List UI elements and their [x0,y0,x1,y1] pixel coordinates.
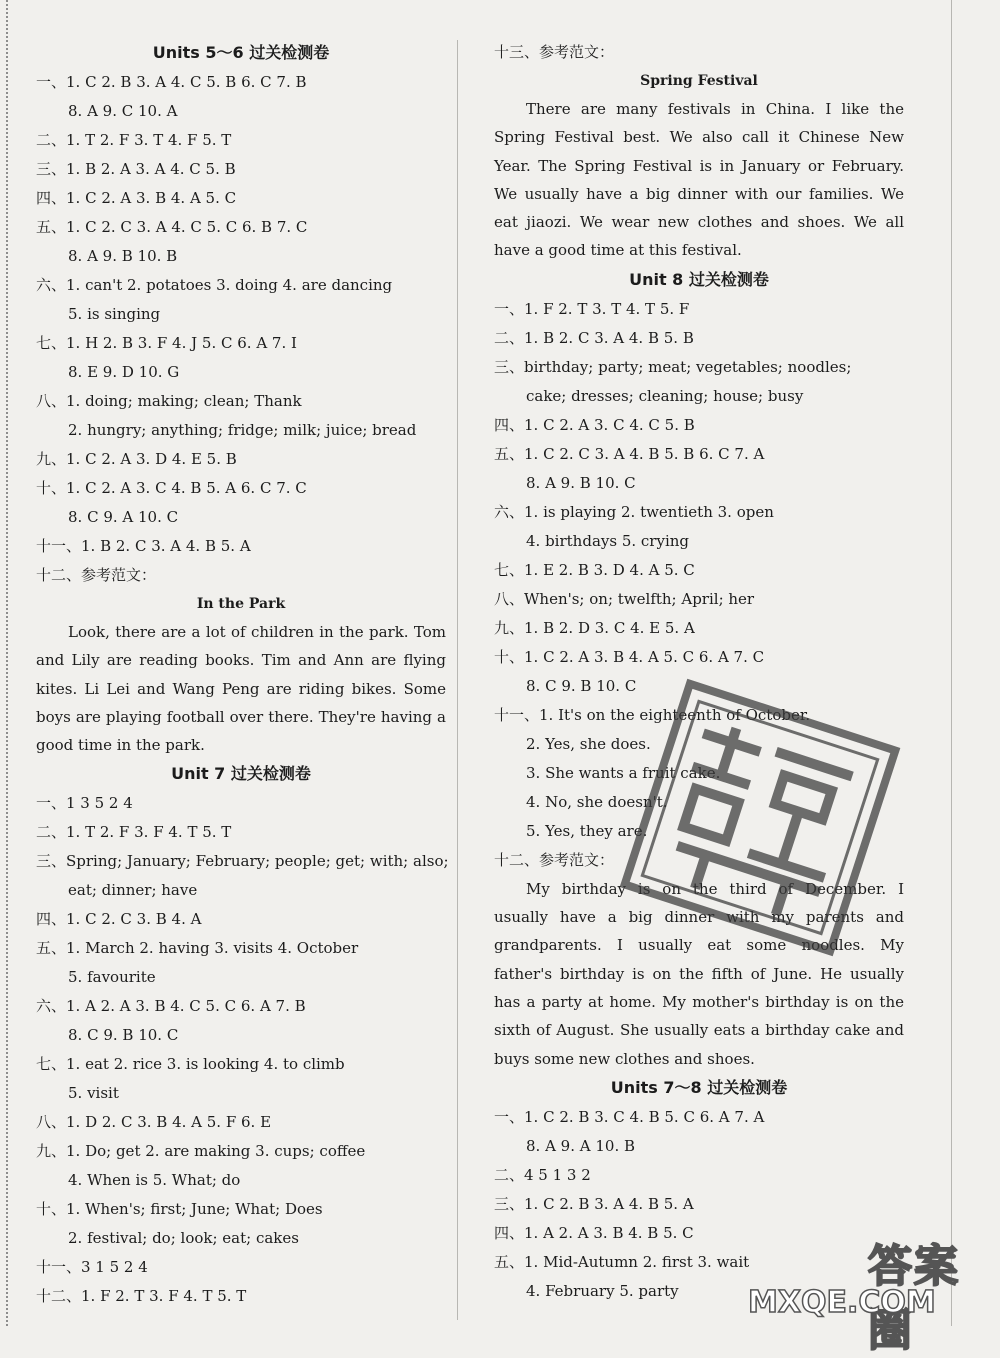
answer-line: 七、1. E 2. B 3. D 4. A 5. C [494,560,695,579]
answer-line: 三、birthday; party; meat; vegetables; noodles; [494,357,852,376]
answer-line: 二、1. T 2. F 3. T 4. F 5. T [36,131,232,149]
answer-line: 8. A 9. C 10. A [68,102,178,120]
model-essay-park: Look, there are a lot of children in the park. Tom and Lily are reading books. Tim and Ann are flying kites. Li Lei and Wang Peng are riding bikes. Some boys are playing football over there. They're having a good time in the park. [36,623,446,755]
answer-line: 十一、1. B 2. C 3. A 4. B 5. A [36,537,251,555]
answer-line: 4. birthdays 5. crying [526,531,690,550]
section-title: Unit 8 过关检测卷 [629,269,769,289]
binding-edge [6,0,10,1326]
section-title: Units 7～8 过关检测卷 [610,1077,788,1097]
answer-line: 五、1. March 2. having 3. visits 4. October [36,939,359,958]
answer-line: 十一、1. It's on the eighteenth of October. [494,705,811,724]
answer-line: 5. visit [68,1084,119,1103]
answer-list-units-5-6 [36,68,446,590]
answer-line: 2. Yes, she does. [526,734,651,753]
answer-line: 4. When is 5. What; do [68,1171,241,1190]
answer-line: 二、1. T 2. F 3. F 4. T 5. T [36,823,232,842]
answer-line: 八、When's; on; twelfth; April; her [494,589,755,608]
answer-line: 九、1. B 2. D 3. C 4. E 5. A [494,618,695,637]
answer-line: 8. E 9. D 10. G [68,363,180,381]
answer-line: 一、1. C 2. B 3. A 4. C 5. B 6. C 7. B [36,73,307,91]
answer-line: 3. She wants a fruit cake. [526,763,721,782]
essay-title: Spring Festival [640,73,758,89]
answer-line: 十、1. When's; first; June; What; Does [36,1200,323,1219]
answer-line: 五、1. C 2. C 3. A 4. B 5. B 6. C 7. A [494,444,765,463]
answer-line: 七、1. H 2. B 3. F 4. J 5. C 6. A 7. I [36,334,297,352]
answer-line: 十二、参考范文： [36,566,157,584]
answer-line: 4. February 5. party [526,1281,679,1300]
section-title: Unit 7 过关检测卷 [171,764,311,784]
left-column [36,38,449,1311]
answer-line: 十二、参考范文： [494,850,615,869]
answer-line: 六、1. is playing 2. twentieth 3. open [494,502,774,521]
site-watermark [748,1230,986,1356]
answer-line: 一、1. C 2. B 3. C 4. B 5. C 6. A 7. A [494,1107,765,1126]
right-column [494,38,904,1306]
essay-title: In the Park [196,596,286,612]
answer-line: 三、Spring; January; February; people; get; with; also; [36,852,449,871]
answer-line: 2. festival; do; look; eat; cakes [68,1229,299,1248]
answer-line: 五、1. C 2. C 3. A 4. C 5. C 6. B 7. C [36,218,308,236]
answer-line: 5. Yes, they are. [526,821,648,840]
answer-line: 十、1. C 2. A 3. B 4. A 5. C 6. A 7. C [494,647,765,666]
answer-line: eat; dinner; have [68,881,198,900]
section-title: Units 5～6 过关检测卷 [152,43,330,62]
answer-line: 四、1. A 2. A 3. B 4. B 5. C [494,1223,694,1242]
answer-line: 六、1. A 2. A 3. B 4. C 5. C 6. A 7. B [36,997,306,1016]
answer-line: 九、1. C 2. A 3. D 4. E 5. B [36,450,237,468]
answer-line: 四、1. C 2. A 3. C 4. C 5. B [494,415,695,434]
answer-line: 2. hungry; anything; fridge; milk; juice; bread [68,421,417,439]
answer-line: 8. A 9. A 10. B [526,1136,636,1155]
answer-line: 8. C 9. A 10. C [68,508,179,526]
answer-line: 8. C 9. B 10. C [526,676,637,695]
answer-line: 六、1. can't 2. potatoes 3. doing 4. are dancing [36,276,393,294]
page-right-edge [951,0,952,1326]
essay-intro: 十三、参考范文： [494,43,615,61]
answer-line: 5. favourite [68,968,156,987]
answer-list-unit-7 [36,789,449,1311]
watermark-logo-text: 答案圈 [868,1241,960,1356]
answer-line: 四、1. C 2. A 3. B 4. A 5. C [36,189,237,207]
answer-line: 三、1. B 2. A 3. A 4. C 5. B [36,160,236,178]
answer-line: 四、1. C 2. C 3. B 4. A [36,910,202,929]
answer-line: 八、1. doing; making; clean; Thank [36,392,302,410]
answer-line: 5. is singing [68,305,161,323]
answer-line: 一、1 3 5 2 4 [36,794,133,813]
answer-line: 八、1. D 2. C 3. B 4. A 5. F 6. E [36,1113,272,1132]
column-divider [457,40,458,1320]
answer-line: 8. A 9. B 10. C [526,473,636,492]
answer-line: 七、1. eat 2. rice 3. is looking 4. to climb [36,1055,345,1074]
answer-line: 五、1. Mid-Autumn 2. first 3. wait [494,1252,750,1271]
answer-line: 4. No, she doesn't. [526,792,668,811]
answer-line: 8. C 9. B 10. C [68,1026,179,1045]
model-essay-birthdays: My birthday is on the third of December. I usually have a big dinner with my parents and grandparents. I usually eat some noodles. My father's birthday is on the fifth of June. He usually has a party at home. My mother's birthday is on the sixth of August. She usually eats a birthday cake and buys some new clothes and shoes. [494,879,904,1068]
watermark-url: MXQE.COM [748,1285,936,1320]
model-essay-spring-festival: There are many festivals in China. I like the Spring Festival best. We also call it Chinese New Year. The Spring Festival is in January or February. We usually have a big dinner with our families. We eat jiaozi. We wear new clothes and shoes. We all have a good time at this festival. [494,100,904,260]
answer-line: 三、1. C 2. B 3. A 4. B 5. A [494,1194,694,1213]
answer-line: 8. A 9. B 10. B [68,247,178,265]
answer-line: 二、1. B 2. C 3. A 4. B 5. B [494,328,694,347]
answer-line: 十、1. C 2. A 3. C 4. B 5. A 6. C 7. C [36,479,307,497]
answer-line: 二、4 5 1 3 2 [494,1165,591,1184]
answer-line: 十一、3 1 5 2 4 [36,1258,148,1277]
answer-line: 九、1. Do; get 2. are making 3. cups; coffee [36,1142,366,1161]
answer-line: cake; dresses; cleaning; house; busy [526,386,804,405]
answer-line: 一、1. F 2. T 3. T 4. T 5. F [494,299,690,318]
answer-line: 十二、1. F 2. T 3. F 4. T 5. T [36,1287,247,1306]
